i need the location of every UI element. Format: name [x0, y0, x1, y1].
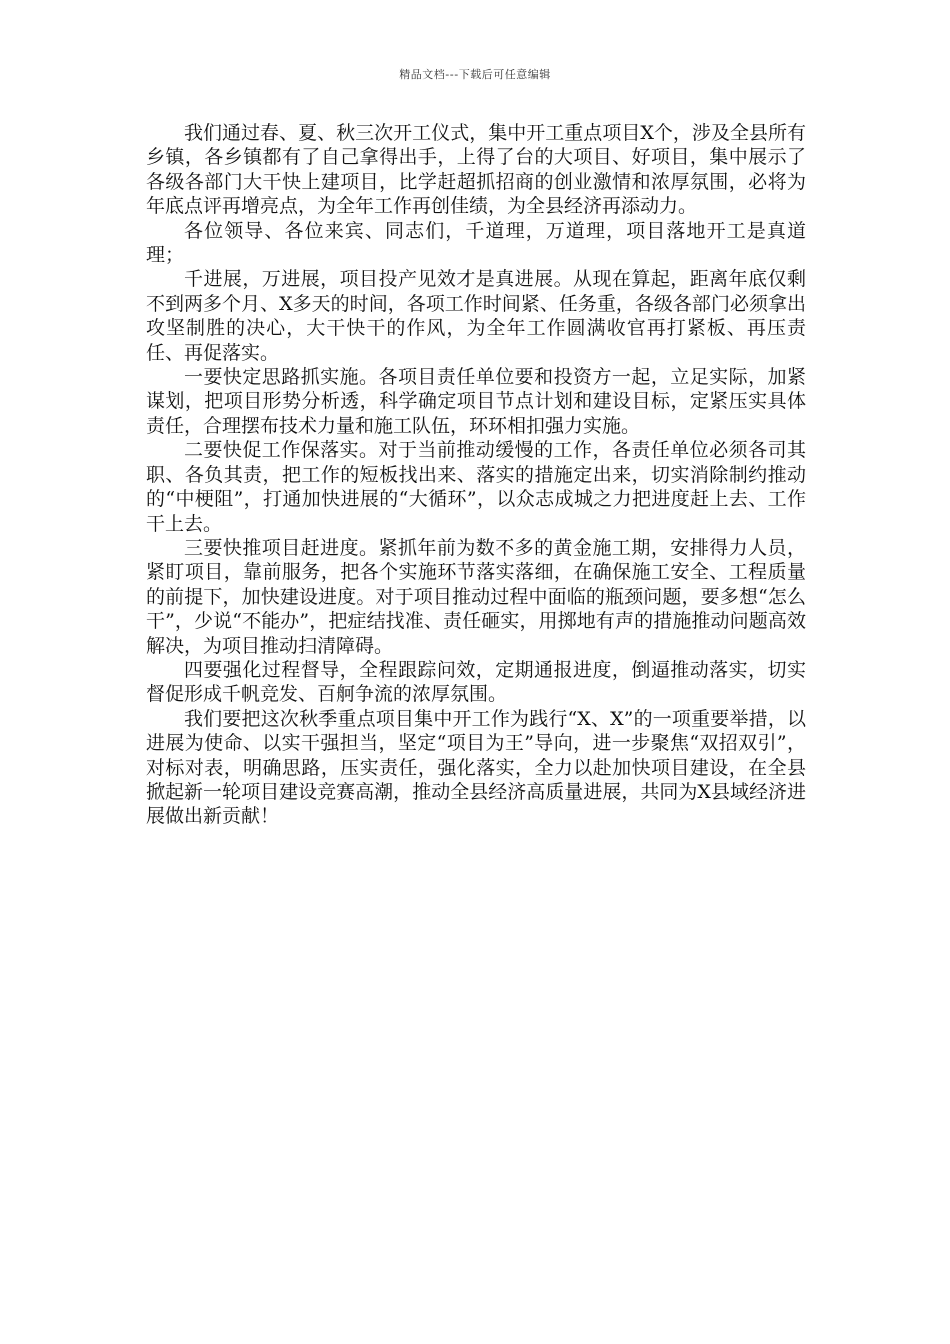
paragraph-3: 千进展，万进展，项目投产见效才是真进展。从现在算起，距离年底仅剩不到两多个月、X多天的时间，各项工作时间紧、任务重，各级各部门必须拿出攻坚制胜的决心，大干快干的作风，为全年工作圆满收官再打紧板、再压责任、再促落实。 — [146, 268, 806, 364]
paragraph-7: 四要强化过程督导，全程跟踪问效，定期通报进度，倒逼推动落实，切实督促形成千帆竞发、百舸争流的浓厚氛围。 — [146, 658, 806, 706]
paragraph-2: 各位领导、各位来宾、同志们，千道理，万道理，项目落地开工是真道理； — [146, 219, 806, 267]
paragraph-5: 二要快促工作保落实。对于当前推动缓慢的工作，各责任单位必须各司其职、各负其责，把工作的短板找出来、落实的措施定出来，切实消除制约推动的“中梗阻”，打通加快进展的“大循环”，以众志成城之力把进度赶上去、工作干上去。 — [146, 439, 806, 535]
paragraph-4: 一要快定思路抓实施。各项目责任单位要和投资方一起，立足实际，加紧谋划，把项目形势分析透，科学确定项目节点计划和建设目标，定紧压实具体责任，合理摆布技术力量和施工队伍，环环相扣强力实施。 — [146, 366, 806, 437]
paragraph-6: 三要快推项目赶进度。紧抓年前为数不多的黄金施工期，安排得力人员，紧盯项目，靠前服务，把各个实施环节落实落细，在确保施工安全、工程质量的前提下，加快建设进度。对于项目推动过程中面临的瓶颈问题，要多想“怎么干”，少说“不能办”，把症结找准、责任砸实，用掷地有声的措施推动问题高效解决，为项目推动扫清障碍。 — [146, 536, 806, 657]
document-body — [146, 121, 806, 829]
page-header: 精品文档---下载后可任意编辑 — [399, 68, 551, 81]
paragraph-8: 我们要把这次秋季重点项目集中开工作为践行“X、X”的一项重要举措，以进展为使命、以实干强担当，坚定“项目为王”导向，进一步聚焦“双招双引”，对标对表，明确思路，压实责任，强化落实，全力以赴加快项目建设，在全县掀起新一轮项目建设竞赛高潮，推动全县经济高质量进展，共同为X县域经济进展做出新贡献！ — [146, 707, 806, 828]
paragraph-1: 我们通过春、夏、秋三次开工仪式，集中开工重点项目X个，涉及全县所有乡镇，各乡镇都有了自己拿得出手，上得了台的大项目、好项目，集中展示了各级各部门大干快上建项目，比学赶超抓招商的创业激情和浓厚氛围，必将为年底点评再增亮点，为全年工作再创佳绩，为全县经济再添动力。 — [146, 122, 806, 218]
